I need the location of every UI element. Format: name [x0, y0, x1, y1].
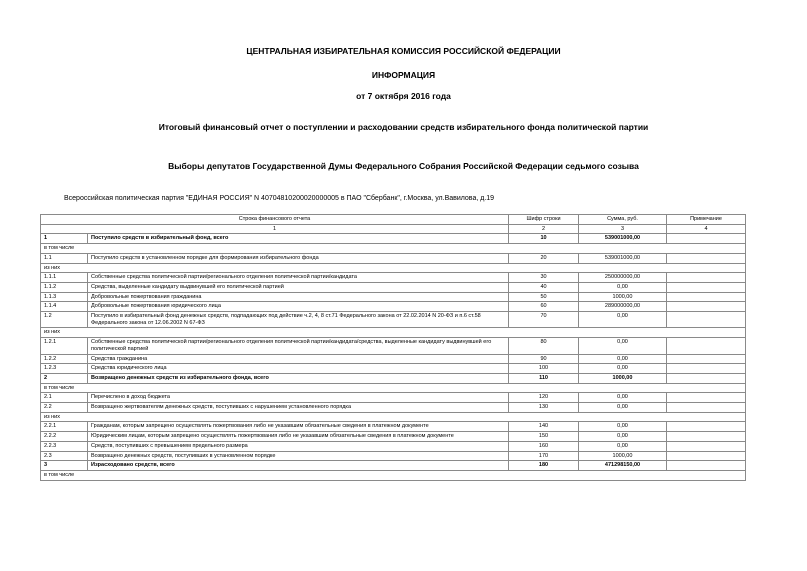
table-row — [41, 373, 746, 383]
column-header-sum: Сумма, руб. — [579, 215, 667, 225]
table-column-number-row — [41, 224, 746, 234]
column-header-line: Строка финансового отчета — [41, 215, 509, 225]
row-description: Израсходовано средств, всего — [88, 461, 509, 471]
row-note — [667, 273, 746, 283]
row-sum: 0,00 — [579, 364, 667, 374]
table-row — [41, 441, 746, 451]
table-row — [41, 451, 746, 461]
row-description: Возвращено денежных средств из избирательного фонда, всего — [88, 373, 509, 383]
row-sum: 289000000,00 — [579, 302, 667, 312]
row-note — [667, 253, 746, 263]
table-row — [41, 383, 746, 393]
party-account-line: Всероссийская политическая партия "ЕДИНАЯ РОССИЯ" N 40704810200020000005 в ПАО "Сбербанк", г.Москва, ул.Вавилова, д.19 — [64, 195, 495, 202]
election-title: Выборы депутатов Государственной Думы Федерального Собрания Российской Федерации седьмого созыва — [168, 161, 639, 171]
row-description: Собственные средства политической партии/регионального отделения политической партии/кандидата — [88, 273, 509, 283]
table-row — [41, 234, 746, 244]
row-description: Поступило средств в установленном порядке для формирования избирательного фонда — [88, 253, 509, 263]
column-number: 3 — [579, 224, 667, 234]
row-code: 20 — [509, 253, 579, 263]
table-row — [41, 354, 746, 364]
row-description: Перечислено в доход бюджета — [88, 393, 509, 403]
row-note — [667, 312, 746, 328]
row-code: 150 — [509, 432, 579, 442]
financial-report-table — [40, 214, 746, 481]
table-row — [41, 292, 746, 302]
row-code: 80 — [509, 338, 579, 354]
row-code: 160 — [509, 441, 579, 451]
table-row — [41, 364, 746, 374]
table-row — [41, 302, 746, 312]
table-row — [41, 282, 746, 292]
row-sum: 0,00 — [579, 422, 667, 432]
subsection-label: в том числе — [41, 244, 746, 254]
row-code: 90 — [509, 354, 579, 364]
table-row — [41, 312, 746, 328]
column-number: 1 — [41, 224, 509, 234]
row-sum: 0,00 — [579, 403, 667, 413]
row-number: 1.1.2 — [41, 282, 88, 292]
row-code: 140 — [509, 422, 579, 432]
row-description: Собственные средства политической партии/регионального отделения политической партии/кандидата/средства, выделенные кандидату выдвинувшей его политической партией — [88, 338, 509, 354]
column-number: 2 — [509, 224, 579, 234]
row-number: 1.2.2 — [41, 354, 88, 364]
row-number: 1.2.3 — [41, 364, 88, 374]
table-row — [41, 422, 746, 432]
row-description: Юридическим лицам, которым запрещено осуществлять пожертвования либо не указавшим обязательные сведения в платежном документе — [88, 432, 509, 442]
subsection-label: из них — [41, 328, 746, 338]
row-code: 30 — [509, 273, 579, 283]
table-row — [41, 328, 746, 338]
row-number: 1 — [41, 234, 88, 244]
row-number: 2.1 — [41, 393, 88, 403]
table-row — [41, 403, 746, 413]
row-sum: 1000,00 — [579, 373, 667, 383]
row-number: 2 — [41, 373, 88, 383]
row-code: 130 — [509, 403, 579, 413]
row-sum: 250000000,00 — [579, 273, 667, 283]
row-description: Добровольные пожертвования юридического лица — [88, 302, 509, 312]
row-number: 1.1.3 — [41, 292, 88, 302]
commission-title: ЦЕНТРАЛЬНАЯ ИЗБИРАТЕЛЬНАЯ КОМИССИЯ РОССИЙСКОЙ ФЕДЕРАЦИИ — [246, 46, 561, 56]
row-description: Поступило средств в избирательный фонд, всего — [88, 234, 509, 244]
row-note — [667, 234, 746, 244]
document-type: ИНФОРМАЦИЯ — [371, 70, 436, 80]
row-number: 1.2.1 — [41, 338, 88, 354]
row-description: Гражданам, которым запрещено осуществлять пожертвования либо не указавшим обязательные сведения в платежном документе — [88, 422, 509, 432]
row-description: Возвращено денежных средств, поступивших в установленном порядке — [88, 451, 509, 461]
row-number: 1.1.1 — [41, 273, 88, 283]
row-note — [667, 292, 746, 302]
row-code: 10 — [509, 234, 579, 244]
row-note — [667, 422, 746, 432]
table-row — [41, 393, 746, 403]
row-code: 50 — [509, 292, 579, 302]
row-code: 110 — [509, 373, 579, 383]
row-note — [667, 282, 746, 292]
row-sum: 1000,00 — [579, 451, 667, 461]
column-header-note: Примечание — [667, 215, 746, 225]
row-note — [667, 393, 746, 403]
row-number: 1.1 — [41, 253, 88, 263]
row-sum: 539001000,00 — [579, 253, 667, 263]
subsection-label: из них — [41, 263, 746, 273]
row-code: 40 — [509, 282, 579, 292]
table-row — [41, 461, 746, 471]
row-sum: 0,00 — [579, 354, 667, 364]
column-header-code: Шифр строки — [509, 215, 579, 225]
row-description: Возвращено жертвователям денежных средств, поступивших с нарушением установленного порядка — [88, 403, 509, 413]
document-date: от 7 октября 2016 года — [356, 91, 451, 101]
row-note — [667, 432, 746, 442]
row-code: 100 — [509, 364, 579, 374]
table-row — [41, 253, 746, 263]
table-row — [41, 470, 746, 480]
row-note — [667, 451, 746, 461]
row-note — [667, 461, 746, 471]
row-sum: 471298150,00 — [579, 461, 667, 471]
row-number: 2.2.2 — [41, 432, 88, 442]
row-code: 60 — [509, 302, 579, 312]
row-sum: 0,00 — [579, 338, 667, 354]
row-description: Добровольные пожертвования гражданина — [88, 292, 509, 302]
table-row — [41, 412, 746, 422]
row-number: 2.3 — [41, 451, 88, 461]
column-number: 4 — [667, 224, 746, 234]
row-sum: 0,00 — [579, 393, 667, 403]
subsection-label: в том числе — [41, 470, 746, 480]
row-number: 1.1.4 — [41, 302, 88, 312]
row-sum: 1000,00 — [579, 292, 667, 302]
row-number: 1.2 — [41, 312, 88, 328]
row-description: Поступило в избирательный фонд денежных средств, подпадающих под действие ч.2, 4, 8 ст.71 Федерального закона от 22.02.2014 N 20-ФЗ и п.6 ст.58 Федерального закона от 12.06.2002 N 67-ФЗ — [88, 312, 509, 328]
table-row — [41, 338, 746, 354]
table-row — [41, 432, 746, 442]
row-note — [667, 441, 746, 451]
subsection-label: в том числе — [41, 383, 746, 393]
row-sum: 539001000,00 — [579, 234, 667, 244]
row-sum: 0,00 — [579, 282, 667, 292]
row-number: 2.2.3 — [41, 441, 88, 451]
row-number: 2.2.1 — [41, 422, 88, 432]
row-note — [667, 364, 746, 374]
row-code: 120 — [509, 393, 579, 403]
row-number: 2.2 — [41, 403, 88, 413]
table-row — [41, 263, 746, 273]
row-description: Средства гражданина — [88, 354, 509, 364]
row-sum: 0,00 — [579, 432, 667, 442]
row-description: Средства, выделенные кандидату выдвинувшей его политической партией — [88, 282, 509, 292]
table-row — [41, 244, 746, 254]
row-code: 180 — [509, 461, 579, 471]
row-number: 3 — [41, 461, 88, 471]
row-sum: 0,00 — [579, 312, 667, 328]
row-code: 70 — [509, 312, 579, 328]
table-row — [41, 273, 746, 283]
row-description: Средств, поступивших с превышением предельного размера — [88, 441, 509, 451]
row-code: 170 — [509, 451, 579, 461]
row-note — [667, 354, 746, 364]
row-note — [667, 403, 746, 413]
row-note — [667, 338, 746, 354]
row-sum: 0,00 — [579, 441, 667, 451]
row-description: Средства юридического лица — [88, 364, 509, 374]
table-header-row — [41, 215, 746, 225]
row-note — [667, 302, 746, 312]
subsection-label: из них — [41, 412, 746, 422]
report-title: Итоговый финансовый отчет о поступлении и расходовании средств избирательного фонда политической партии — [158, 122, 649, 132]
row-note — [667, 373, 746, 383]
